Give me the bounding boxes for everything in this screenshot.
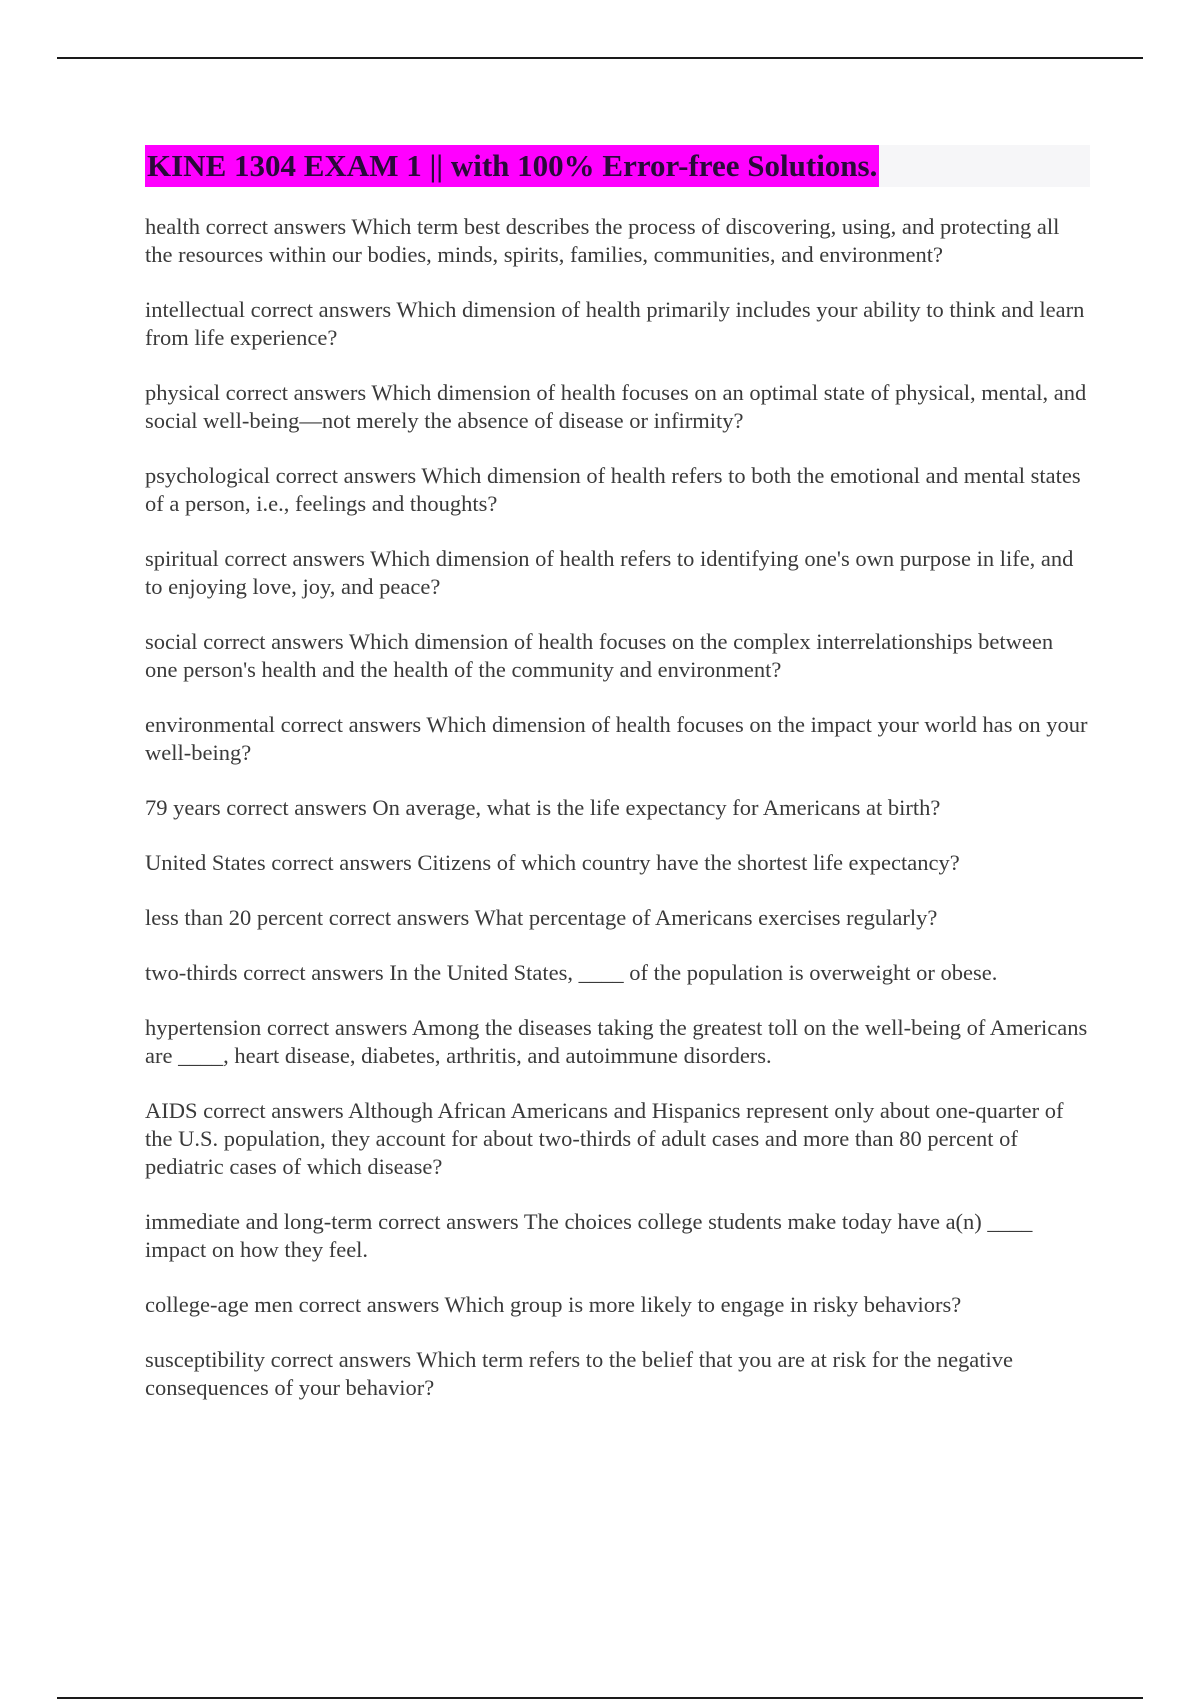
correct-answers-label: correct answers [203, 629, 344, 654]
top-rule [57, 57, 1143, 59]
answer-term: susceptibility [145, 1347, 265, 1372]
correct-answers-label: correct answers [275, 463, 417, 488]
qa-item [145, 628, 1090, 684]
answer-term: hypertension [145, 1015, 262, 1040]
bottom-rule [57, 1697, 1143, 1699]
correct-answers-label: correct answers [243, 960, 384, 985]
correct-answers-label: correct answers [270, 1347, 412, 1372]
question-text: Among the diseases taking the greatest toll on the well-being of Americans are ____, heart disease, diabetes, arthritis, and autoimmune disorders. [145, 1015, 1088, 1068]
answer-term: social [145, 629, 198, 654]
question-text: Which group is more likely to engage in risky behaviors? [444, 1292, 962, 1317]
question-text: What percentage of Americans exercises regularly? [474, 905, 938, 930]
qa-item [145, 213, 1090, 269]
qa-item [145, 1097, 1090, 1181]
correct-answers-label: correct answers [298, 1292, 440, 1317]
question-text: The choices college students make today have a(n) ____ impact on how they feel. [145, 1209, 1033, 1262]
correct-answers-label: correct answers [203, 1098, 344, 1123]
correct-answers-label: correct answers [224, 546, 365, 571]
question-text: Which dimension of health primarily includes your ability to think and learn from life experience? [145, 297, 1085, 350]
correct-answers-label: correct answers [225, 380, 367, 405]
qa-item [145, 904, 1090, 932]
question-text: Which dimension of health focuses on an optimal state of physical, mental, and social well-being—not merely the absence of disease or infirmity? [145, 380, 1087, 433]
qa-list [145, 213, 1090, 1402]
qa-item [145, 379, 1090, 435]
answer-term: intellectual [145, 297, 245, 322]
correct-answers-label: correct answers [378, 1209, 519, 1234]
title-band [145, 145, 1090, 187]
correct-answers-label: correct answers [271, 850, 412, 875]
qa-item [145, 849, 1090, 877]
qa-item [145, 296, 1090, 352]
answer-term: United States [145, 850, 266, 875]
answer-term: physical [145, 380, 220, 405]
qa-item [145, 959, 1090, 987]
qa-item [145, 1014, 1090, 1070]
qa-item [145, 794, 1090, 822]
answer-term: health [145, 214, 200, 239]
document-body [145, 145, 1090, 1429]
answer-term: psychological [145, 463, 270, 488]
question-text: Citizens of which country have the shortest life expectancy? [417, 850, 960, 875]
answer-term: two-thirds [145, 960, 238, 985]
qa-item [145, 545, 1090, 601]
correct-answers-label: correct answers [280, 712, 422, 737]
correct-answers-label: correct answers [205, 214, 347, 239]
answer-term: spiritual [145, 546, 219, 571]
question-text: Which term best describes the process of discovering, using, and protecting all the resources within our bodies, minds, spirits, families, communities, and environment? [145, 214, 1060, 267]
answer-term: immediate and long-term [145, 1209, 373, 1234]
answer-term: 79 years [145, 795, 221, 820]
qa-item [145, 462, 1090, 518]
answer-term: college-age men [145, 1292, 294, 1317]
qa-item [145, 711, 1090, 767]
question-text: In the United States, ____ of the population is overweight or obese. [389, 960, 998, 985]
answer-term: less than 20 percent [145, 905, 324, 930]
question-text: Although African Americans and Hispanics represent only about one-quarter of the U.S. population, they account for about two-thirds of adult cases and more than 80 percent of pediatric cases of which disease? [145, 1098, 1064, 1179]
correct-answers-label: correct answers [226, 795, 367, 820]
question-text: Which dimension of health refers to both the emotional and mental states of a person, i.e., feelings and thoughts? [145, 463, 1081, 516]
question-text: On average, what is the life expectancy for Americans at birth? [372, 795, 941, 820]
answer-term: environmental [145, 712, 275, 737]
question-text: Which dimension of health focuses on the complex interrelationships between one person's health and the health of the community and environment? [145, 629, 1054, 682]
qa-item [145, 1208, 1090, 1264]
document-title: KINE 1304 EXAM 1 || with 100% Error-free Solutions. [145, 145, 879, 187]
question-text: Which dimension of health refers to identifying one's own purpose in life, and to enjoying love, joy, and peace? [145, 546, 1074, 599]
qa-item [145, 1291, 1090, 1319]
question-text: Which dimension of health focuses on the impact your world has on your well-being? [145, 712, 1088, 765]
correct-answers-label: correct answers [250, 297, 392, 322]
qa-item [145, 1346, 1090, 1402]
correct-answers-label: correct answers [266, 1015, 408, 1040]
correct-answers-label: correct answers [328, 905, 470, 930]
answer-term: AIDS [145, 1098, 198, 1123]
question-text: Which term refers to the belief that you are at risk for the negative consequences of your behavior? [145, 1347, 1014, 1400]
